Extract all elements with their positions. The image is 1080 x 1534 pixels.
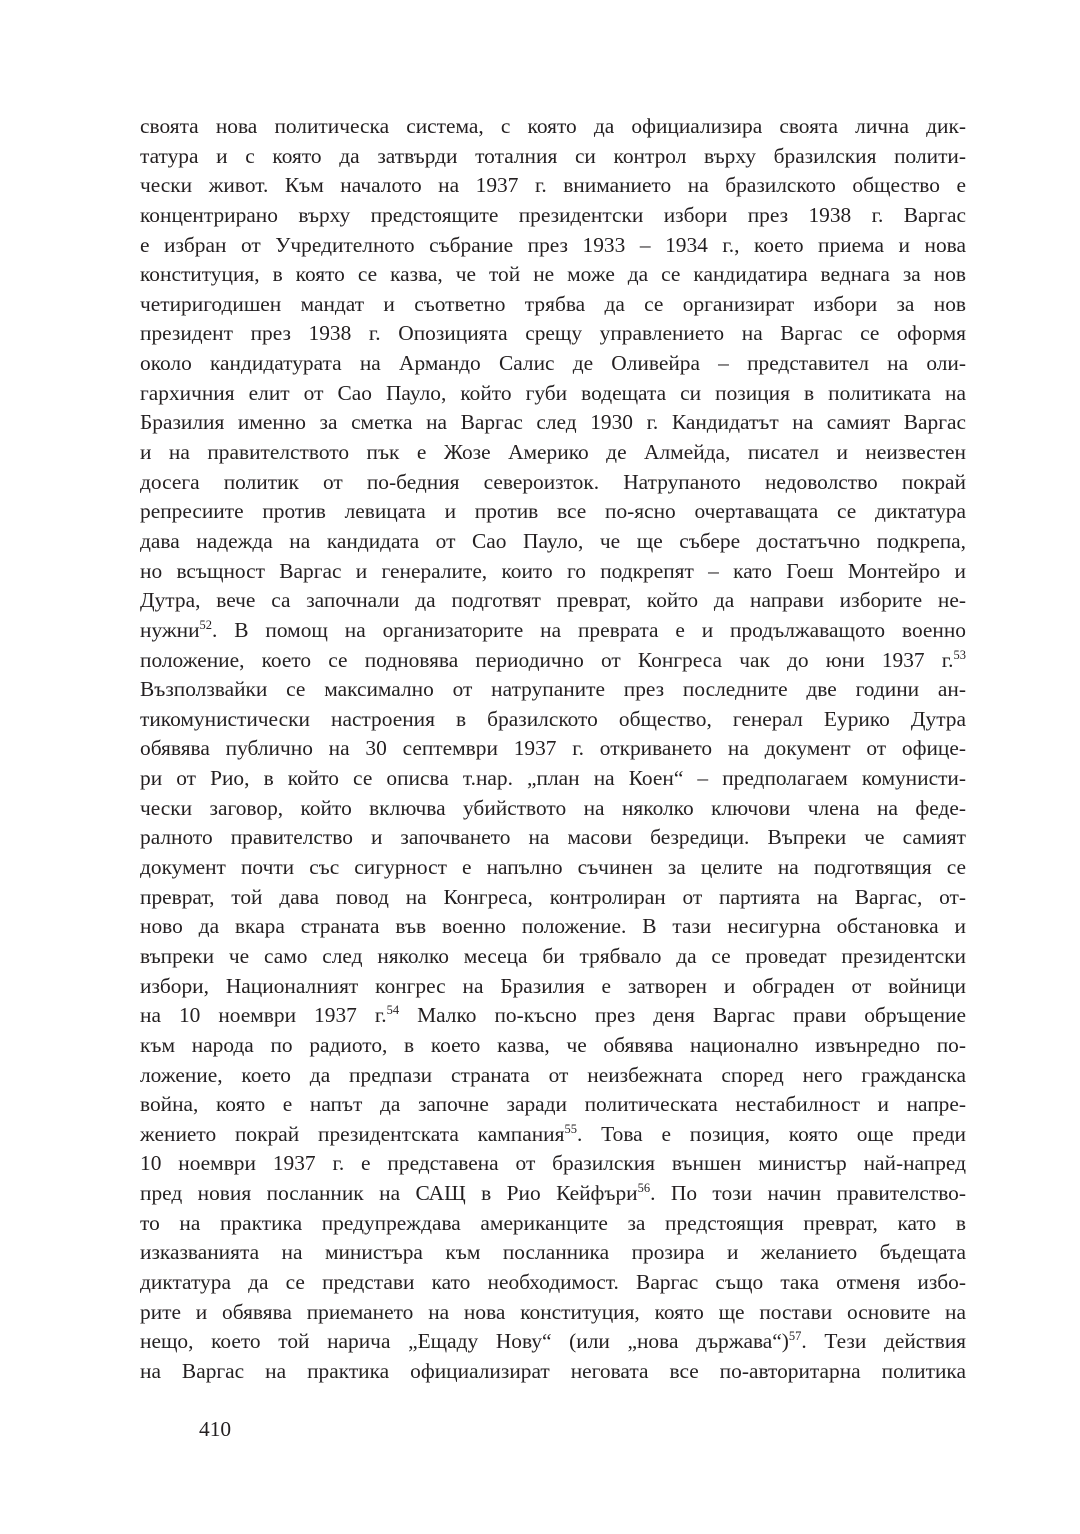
text-line (140, 557, 966, 587)
text-line-content: ложение, което да предпази страната от неизбежната според него гражданска (140, 1062, 966, 1087)
text-line-content: към народа по радиото, в което казва, че обявява национално извънредно по- (140, 1032, 966, 1057)
text-line-content: обявява публично на 30 септември 1937 г. откриването на документ от офице- (140, 736, 966, 761)
text-line-content: положение, което се подновява периодично от Конгреса чак до юни 1937 г. (140, 647, 954, 672)
text-line-content: 10 ноември 1937 г. е представена от бразилския външен министър най-напред (140, 1151, 966, 1176)
text-line-content: ново да вкара страната във военно положение. В тази несигурна обстановка и (140, 914, 966, 939)
text-line-content: гархичния елит от Сао Пауло, който губи водещата си позиция в политиката на (140, 380, 966, 405)
footnote-reference: 52 (199, 617, 213, 632)
text-line (140, 438, 966, 468)
text-line (140, 1001, 966, 1031)
text-line-content: на Варгас на практика официализират неговата все по-авторитарна политика (140, 1358, 966, 1383)
text-line (140, 1268, 966, 1298)
text-line-content: Възползвайки се максимално от натрупаните през последните две години ан- (140, 677, 966, 702)
body-text (140, 112, 966, 1387)
text-line (140, 1238, 966, 1268)
text-line-content: пред новия посланник на САЩ в Рио Кейфъри (140, 1181, 638, 1206)
text-line (140, 260, 966, 290)
text-line (140, 794, 966, 824)
text-line-content: Бразилия именно за сметка на Варгас след 1930 г. Кандидатът на самият Варгас (140, 410, 966, 435)
text-line (140, 705, 966, 735)
text-line (140, 112, 966, 142)
text-line (140, 912, 966, 942)
text-line (140, 468, 966, 498)
text-line (140, 1120, 966, 1150)
page-number: 410 (199, 1417, 232, 1441)
text-line-content: нужни (140, 617, 200, 642)
text-line-content: диктатура да се представи като необходимост. Варгас също така отменя избо- (140, 1269, 966, 1294)
text-line-content: рите и обявява приемането на нова конституция, която ще постави основите на (140, 1299, 966, 1324)
text-line (140, 408, 966, 438)
text-line-content: и на правителството пък е Жозе Америко де Алмейда, писател и неизвестен (140, 440, 966, 465)
text-line (140, 1090, 966, 1120)
text-line-content: своята нова политическа система, с която да официализира своята лична дик- (140, 114, 966, 138)
text-line-content: е избран от Учредителното събрание през 1933 – 1934 г., което приема и нова (140, 232, 966, 257)
text-line (140, 853, 966, 883)
text-line-content: татура и с която да затвърди тоталния си контрол върху бразилския полити- (140, 143, 966, 168)
text-line-content: Дутра, вече са започнали да подготвят преврат, който да направи изборите не- (140, 588, 966, 613)
text-line (140, 1209, 966, 1239)
text-line-content: изказванията на министъра към посланника прозира и желанието бъдещата (140, 1240, 966, 1265)
text-line (140, 171, 966, 201)
text-line (140, 764, 966, 794)
text-line-content: избори, Националният конгрес на Бразилия е затворен и обграден от войници (140, 973, 966, 998)
text-line (140, 231, 966, 261)
footnote-reference: 56 (637, 1181, 651, 1196)
text-line-content: конституция, в която се казва, че той не може да се кандидатира веднага за нов (140, 262, 966, 287)
text-line (140, 379, 966, 409)
text-line-content: война, която е напът да започне заради политическата нестабилност и напре- (140, 1092, 966, 1117)
text-line-content: тикомунистически настроения в бразилското общество, генерал Еурико Дутра (140, 706, 966, 731)
text-line (140, 586, 966, 616)
text-line-content: въпреки че само след няколко месеца би трябвало да се проведат президентски (140, 943, 966, 968)
text-line (140, 527, 966, 557)
footnote-reference: 55 (564, 1121, 577, 1136)
text-line-continuation: Малко по-късно през деня Варгас прави обръщение (399, 1003, 966, 1028)
text-line-content: репресиите против левицата и против все по-ясно очертаващата се диктатура (140, 499, 966, 524)
text-line (140, 319, 966, 349)
text-line (140, 1298, 966, 1328)
text-line-content: то на практика предупреждава американците за предстоящия преврат, като в (140, 1210, 966, 1235)
text-line-content: концентрирано върху предстоящите президентски избори през 1938 г. Варгас (140, 202, 966, 227)
text-line (140, 972, 966, 1002)
text-line-content: дава надежда на кандидата от Сао Пауло, че ще събере достатъчно подкрепа, (140, 528, 966, 553)
text-line (140, 823, 966, 853)
text-line (140, 616, 966, 646)
text-line-content: досега политик от по-бедния североизток. Натрупаното недоволство покрай (140, 469, 966, 494)
footnote-reference: 57 (788, 1329, 802, 1344)
text-line-content: ралното правителство и започването на масови безредици. Въпреки че самият (140, 825, 966, 850)
text-line-content: на 10 ноември 1937 г. (140, 1003, 387, 1028)
text-line-content: президент през 1938 г. Опозицията срещу управлението на Варгас се оформя (140, 321, 966, 346)
footnote-reference: 54 (386, 1003, 400, 1018)
text-line (140, 1031, 966, 1061)
text-line (140, 1179, 966, 1209)
text-line (140, 1327, 966, 1357)
text-line-content: документ почти със сигурност е напълно съчинен за целите на подготвящия се (140, 855, 966, 880)
text-line-content: чески живот. Към началото на 1937 г. вниманието на бразилското общество е (140, 173, 966, 198)
text-line (140, 734, 966, 764)
text-line-content: чески заговор, който включва убийството на няколко ключови члена на феде- (140, 795, 966, 820)
text-line-continuation: . Тези действия (801, 1329, 967, 1354)
text-line (140, 646, 966, 676)
text-line (140, 883, 966, 913)
text-line-continuation: . Това е позиция, която още преди (576, 1121, 967, 1146)
text-line (140, 942, 966, 972)
text-line-continuation: . По този начин правителство- (650, 1181, 966, 1206)
text-line (140, 142, 966, 172)
text-line-content: преврат, той дава повод на Конгреса, контролиран от партията на Варгас, от- (140, 884, 966, 909)
text-line (140, 349, 966, 379)
text-line-content: нещо, което той нарича „Ещаду Нову“ (или „нова държава“) (140, 1329, 789, 1354)
text-line-content: но всъщност Варгас и генералите, които го подкрепят – като Гоеш Монтейро и (140, 558, 966, 583)
text-line (140, 1357, 966, 1387)
text-line-content: жението покрай президентската кампания (140, 1121, 565, 1146)
text-line-continuation: . В помощ на организаторите на преврата е и продължаващото военно (212, 617, 966, 642)
text-line-content: ри от Рио, в който се описва т.нар. „план на Коен“ – предполагаем комунисти- (140, 766, 966, 791)
footnote-reference: 53 (953, 647, 966, 662)
text-line (140, 1061, 966, 1091)
text-line (140, 1149, 966, 1179)
text-line (140, 290, 966, 320)
text-line-content: около кандидатурата на Армандо Салис де Оливейра – представител на оли- (140, 351, 966, 376)
text-line (140, 497, 966, 527)
text-line-content: четиригодишен мандат и съответно трябва да се организират избори за нов (140, 291, 966, 316)
text-line (140, 201, 966, 231)
text-line (140, 675, 966, 705)
